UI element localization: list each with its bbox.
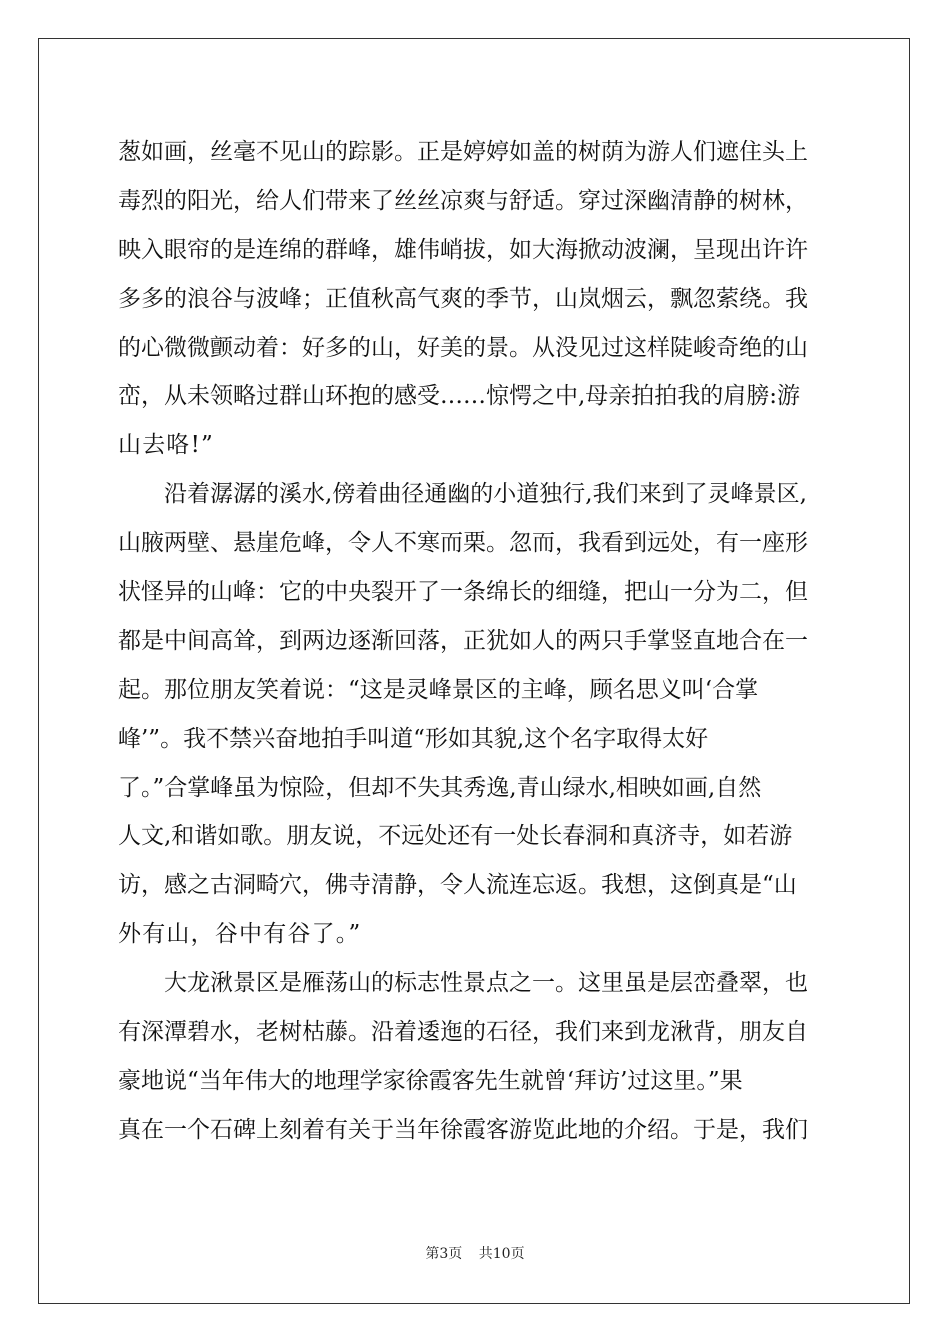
text-line: 峦，从未领略过群山环抱的感受……惊愕之中,母亲拍拍我的肩膀:游: [118, 383, 801, 410]
text-line: 葱如画，丝毫不见山的踪影。正是婷婷如盖的树荫为游人们遮住头上: [118, 139, 808, 165]
text-line: 豪地说“当年伟大的地理学家徐霞客先生就曾‘拜访’过这里。”果: [118, 1067, 743, 1094]
page-total: 共10页: [478, 1246, 525, 1262]
text-line: 沿着潺潺的溪水,傍着曲径通幽的小道独行,我们来到了灵峰景区,: [164, 481, 807, 508]
page-number: 第3页: [425, 1246, 463, 1262]
text-line: 起。那位朋友笑着说：“这是灵峰景区的主峰，顾名思义叫‘合掌: [118, 676, 759, 703]
document-body: [118, 128, 830, 1155]
text-line: 人文,和谐如歌。朋友说，不远处还有一处长春洞和真济寺，如若游: [118, 823, 793, 850]
text-line: 大龙湫景区是雁荡山的标志性景点之一。这里虽是层峦叠翠，也: [164, 970, 808, 997]
text-line: 山腋两壁、悬崖危峰，令人不寒而栗。忽而，我看到远处，有一座形: [118, 530, 808, 557]
text-line: 毒烈的阳光，给人们带来了丝丝凉爽与舒适。穿过深幽清静的树林，: [118, 187, 808, 214]
text-line: 有深潭碧水，老树枯藤。沿着逶迤的石径，我们来到龙湫背，朋友自: [118, 1019, 808, 1046]
text-line: 外有山，谷中有谷了。”: [118, 921, 362, 948]
text-line: 多多的浪谷与波峰；正值秋高气爽的季节，山岚烟云，飘忽萦绕。我: [118, 285, 808, 312]
text-line: 都是中间高耸，到两边逐渐回落，正犹如人的两只手掌竖直地合在一: [118, 627, 808, 654]
text-line: 映入眼帘的是连绵的群峰，雄伟峭拔，如大海掀动波澜，呈现出许许: [118, 236, 808, 263]
text-line: 访，感之古洞畸穴，佛寺清静，令人流连忘返。我想，这倒真是“山: [118, 872, 797, 899]
text-line: 峰’”。我不禁兴奋地拍手叫道“形如其貌,这个名字取得太好: [118, 725, 709, 752]
page-footer: [0, 1244, 950, 1264]
text-line: 的心微微颤动着：好多的山，好美的景。从没见过这样陡峻奇绝的山: [118, 334, 808, 361]
text-line: 了。”合掌峰虽为惊险，但却不失其秀逸,青山绿水,相映如画,自然: [118, 774, 762, 801]
text-line: 状怪异的山峰：它的中央裂开了一条绵长的细缝，把山一分为二，但: [118, 579, 808, 606]
text-line: 山去咯!”: [118, 432, 215, 459]
text-line: 真在一个石碑上刻着有关于当年徐霞客游览此地的介绍。于是，我们: [118, 1116, 808, 1143]
